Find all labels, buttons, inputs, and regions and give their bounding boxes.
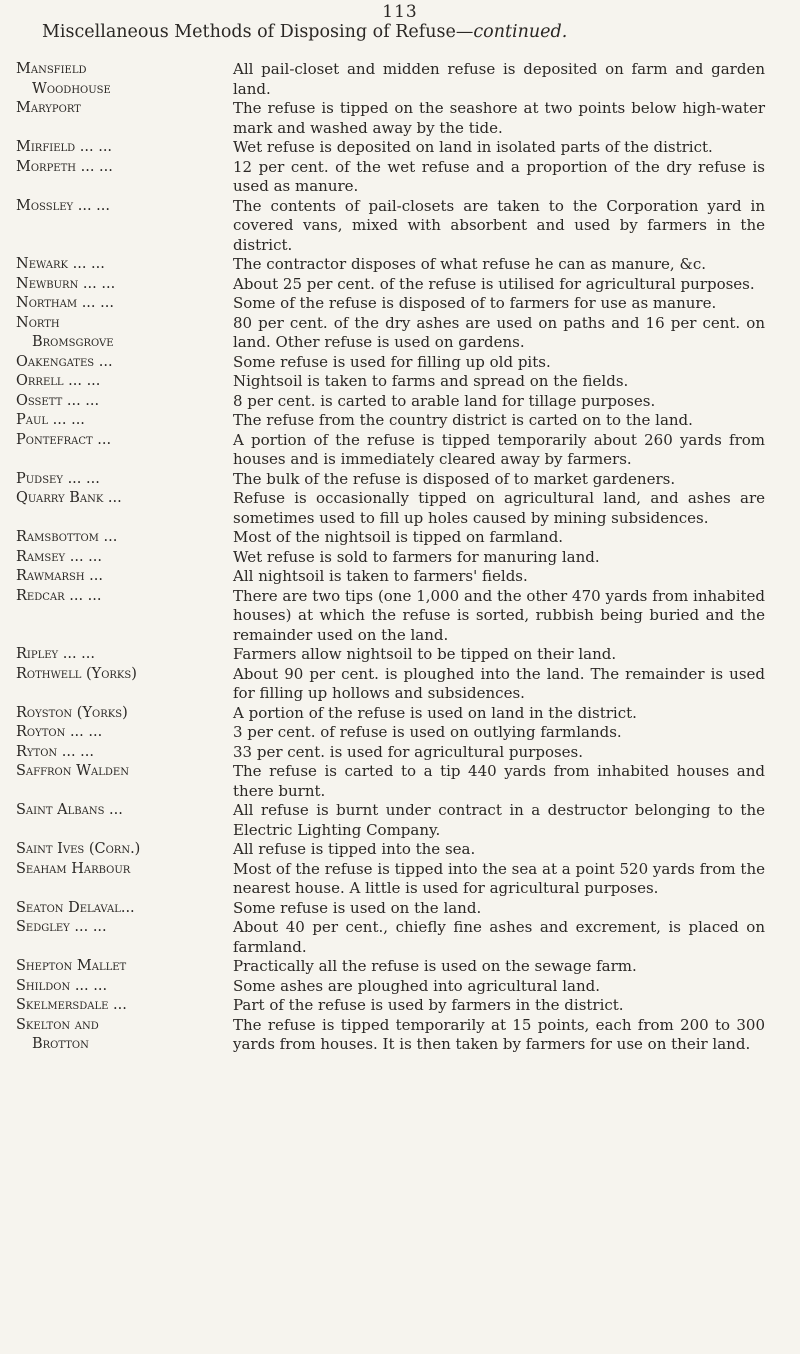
place-name [0,294,225,314]
list-item [0,723,800,743]
list-item [0,197,800,256]
place-name [0,704,225,724]
disposal-description: Most of the nightsoil is tipped on farmland. [233,528,564,546]
disposal-description: All pail-closet and midden refuse is deposited on farm and garden land. [233,60,765,98]
disposal-description: Refuse is occasionally tipped on agricultural land, and ashes are sometimes used to fill up holes caused by mining subsidences. [233,489,765,527]
disposal-description: Wet refuse is deposited on land in isolated parts of the district. [233,138,713,156]
place-name [0,255,225,275]
disposal-description: Some of the refuse is disposed of to farmers for use as manure. [233,294,717,312]
list-item [0,372,800,392]
disposal-description: The refuse is tipped temporarily at 15 points, each from 200 to 300 yards from houses. It is then taken by farmers for use on their land. [233,1015,765,1053]
disposal-description: 8 per cent. is carted to arable land for tillage purposes. [233,391,656,410]
list-item [0,489,800,528]
place-name-line: Rothwell (Yorks) [16,665,137,682]
disposal-description: Wet refuse is sold to farmers for manuring land. [233,547,600,566]
place-name [0,392,225,412]
disposal-description: 80 per cent. of the dry ashes are used on paths and 16 per cent. on land. Other refuse is used on gardens. [233,313,765,351]
disposal-description: Nightsoil is taken to farms and spread on the fields. [233,372,629,390]
place-name [0,411,225,431]
disposal-description: Some refuse is used on the land. [233,898,482,917]
place-name-line: Newark ... ... [16,256,105,272]
list-item [0,431,800,470]
list-item [0,801,800,840]
running-head [42,22,782,42]
place-name [0,528,225,548]
place-name [0,977,225,997]
place-name [0,645,225,665]
place-name-line: Seaton Delaval... [16,899,135,916]
place-name [0,431,225,451]
disposal-description: A portion of the refuse is tipped temporarily about 260 yards from houses and is immediately cleared away by farmers. [233,430,765,468]
disposal-description: Most of the refuse is tipped into the sea at a point 520 yards from the nearest house. A little is used for agricultural purposes. [233,859,765,897]
place-name [0,567,225,587]
place-name [0,587,225,607]
place-name-line: Maryport [16,100,81,116]
disposal-description: The refuse is tipped on the seashore at two points below high-water mark and washed away by the tide. [233,99,765,137]
list-item [0,275,800,295]
place-name-line: Shildon ... ... [16,977,108,994]
place-name-line: Royton ... ... [16,724,103,740]
place-name-line: Ramsey ... ... [16,548,103,565]
list-item [0,645,800,665]
list-item [0,567,800,587]
disposal-description: Part of the refuse is used by farmers in the district. [233,996,624,1014]
list-item [0,99,800,138]
place-name-line: Pudsey ... ... [16,470,100,487]
list-item [0,957,800,977]
place-name-line: Redcar ... ... [16,587,102,604]
running-head-continued: continued. [473,22,568,42]
list-item [0,1016,800,1055]
place-name [0,275,225,295]
place-name-line: North [16,314,60,331]
place-name [0,138,225,158]
place-name-line: Pontefract ... [16,431,112,448]
place-name-line: Northam ... ... [16,295,114,311]
place-name-continuation: Woodhouse [32,80,111,97]
place-name-line: Royston (Yorks) [16,704,128,721]
place-name [0,860,225,880]
list-item [0,158,800,197]
place-name-line: Quarry Bank ... [16,490,122,506]
list-item [0,860,800,899]
list-item [0,996,800,1016]
place-name-line: Saint Ives (Corn.) [16,841,141,857]
list-item [0,918,800,957]
running-head-title: Miscellaneous Methods of Disposing of Refuse— [42,22,474,42]
place-name-line: Newburn ... ... [16,275,116,292]
place-name [0,957,225,977]
place-name [0,899,225,919]
disposal-description: All nightsoil is taken to farmers' fields. [233,567,528,585]
place-name [0,918,225,938]
place-name [0,470,225,490]
disposal-description: The contents of pail-closets are taken to the Corporation yard in covered vans, mixed with absorbent and used by farmers in the district. [233,196,765,254]
disposal-description: There are two tips (one 1,000 and the other 470 yards from inhabited houses) at which the refuse is sorted, rubbish being buried and the remainder used on the land. [233,586,765,644]
place-name [0,197,225,217]
disposal-description: All refuse is tipped into the sea. [233,840,476,858]
disposal-description: Some ashes are ploughed into agricultural land. [233,976,600,995]
place-name-line: Mirfield ... ... [16,139,113,155]
disposal-description: 3 per cent. of refuse is used on outlying farmlands. [233,723,622,741]
place-name-line: Ryton ... ... [16,743,95,760]
place-name [0,372,225,392]
place-name [0,314,225,353]
disposal-description: The contractor disposes of what refuse he can as manure, &c. [233,255,706,273]
disposal-description: Some refuse is used for filling up old pits. [233,352,551,371]
page-number: 113 [382,2,418,22]
place-name [0,158,225,178]
place-name [0,743,225,763]
place-name-line: Seaham Harbour [16,860,131,877]
disposal-description: Farmers allow nightsoil to be tipped on their land. [233,645,617,663]
place-name-line: Ossett ... ... [16,392,100,409]
place-name-continuation: Bromsgrove [32,334,114,350]
place-name-line: Saint Albans ... [16,802,123,818]
list-item [0,314,800,353]
place-name-line: Paul ... ... [16,412,85,428]
list-item [0,411,800,431]
place-name-line: Morpeth ... ... [16,158,113,175]
list-item [0,977,800,997]
entries-list [0,60,800,1055]
disposal-description: 33 per cent. is used for agricultural purposes. [233,742,584,761]
list-item [0,762,800,801]
place-name [0,840,225,860]
place-name-line: Ripley ... ... [16,646,96,662]
disposal-description: About 25 per cent. of the refuse is utilised for agricultural purposes. [233,274,755,293]
list-item [0,665,800,704]
list-item [0,138,800,158]
list-item [0,528,800,548]
list-item [0,840,800,860]
disposal-description: All refuse is burnt under contract in a destructor belonging to the Electric Lighting Company. [233,801,765,839]
place-name [0,60,225,99]
place-name-line: Ramsbottom ... [16,529,118,545]
list-item [0,743,800,763]
list-item [0,899,800,919]
disposal-description: About 40 per cent., chiefly fine ashes and excrement, is placed on farmland. [233,918,765,956]
list-item [0,392,800,412]
place-name-line: Shepton Mallet [16,958,127,974]
place-name-line: Sedgley ... ... [16,919,107,935]
place-name-line: Rawmarsh ... [16,568,104,584]
disposal-description: The refuse from the country district is carted on to the land. [233,411,693,429]
place-name-line: Saffron Walden [16,763,129,779]
place-name-line: Mossley ... ... [16,197,110,214]
place-name-line: Mansfield [16,61,87,77]
place-name-line: Oakengates ... [16,353,113,370]
place-name [0,353,225,373]
place-name-continuation: Brotton [32,1036,89,1052]
list-item [0,60,800,99]
disposal-description: 12 per cent. of the wet refuse and a proportion of the dry refuse is used as manure. [233,157,765,195]
place-name-line: Orrell ... ... [16,373,101,389]
disposal-description: The refuse is carted to a tip 440 yards from inhabited houses and there burnt. [233,762,765,800]
disposal-description: About 90 per cent. is ploughed into the land. The remainder is used for filling up hollows and subsidences. [233,664,765,702]
place-name [0,723,225,743]
place-name [0,548,225,568]
place-name-line: Skelmersdale ... [16,997,127,1013]
list-item [0,548,800,568]
place-name [0,489,225,509]
place-name-line: Skelton and [16,1016,99,1033]
place-name [0,99,225,119]
list-item [0,587,800,646]
disposal-description: The bulk of the refuse is disposed of to market gardeners. [233,469,676,488]
disposal-description: A portion of the refuse is used on land in the district. [233,703,637,722]
place-name [0,1016,225,1055]
list-item [0,470,800,490]
disposal-description: Practically all the refuse is used on the sewage farm. [233,957,637,975]
list-item [0,353,800,373]
list-item [0,294,800,314]
place-name [0,801,225,821]
list-item [0,704,800,724]
place-name [0,762,225,782]
list-item [0,255,800,275]
place-name [0,665,225,685]
place-name [0,996,225,1016]
